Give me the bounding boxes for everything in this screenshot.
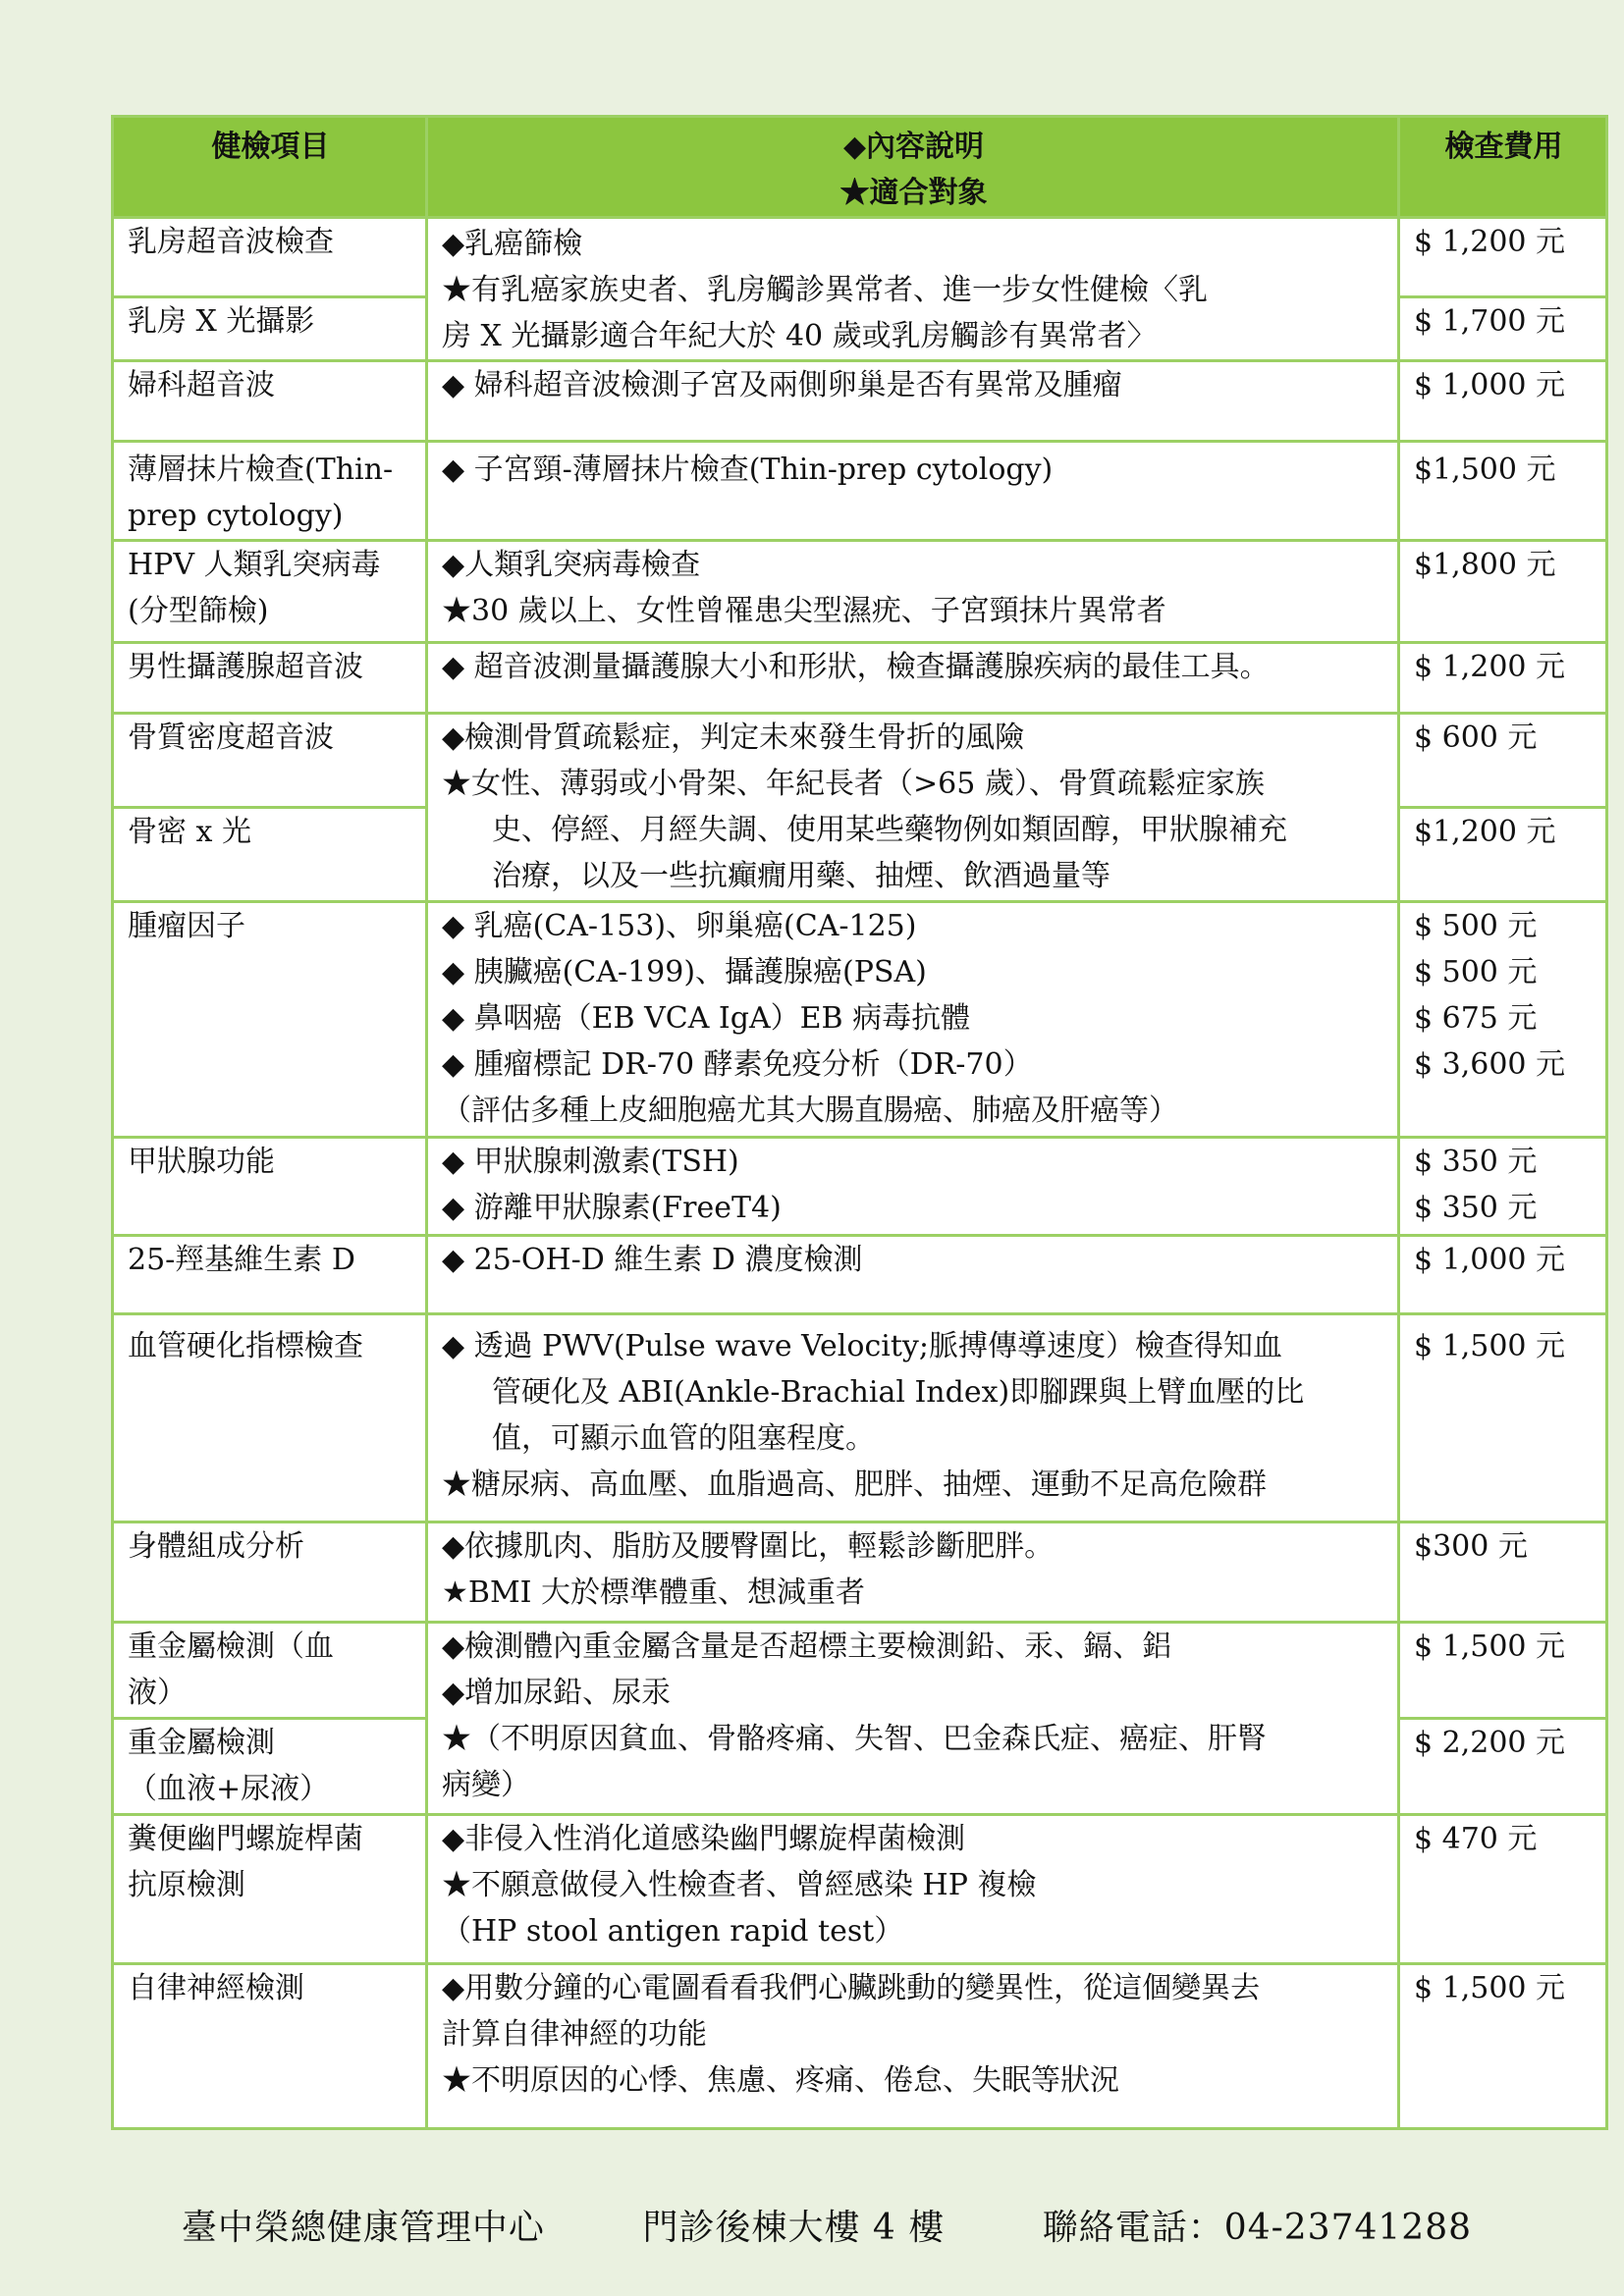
content-cell: ◆非侵入性消化道感染幽門螺旋桿菌檢測 ★不願意做侵入性檢查者、曾經感染 HP 複檢 （HP stool antigen rapid test） bbox=[427, 1815, 1399, 1964]
fee-cell: $ 1,000 元 bbox=[1399, 1236, 1607, 1314]
item-cell: 甲狀腺功能 bbox=[113, 1138, 427, 1236]
item-cell: 乳房 X 光攝影 bbox=[113, 297, 427, 361]
table-row bbox=[113, 1522, 1607, 1623]
fee-cell: $ 1,500 元 bbox=[1399, 1623, 1607, 1719]
footer-location: 門診後棟大樓 4 樓 bbox=[642, 2208, 946, 2248]
header-content: ◆內容說明 ★適合對象 bbox=[427, 117, 1399, 218]
health-check-price-table bbox=[111, 115, 1608, 2130]
table-row bbox=[113, 1815, 1607, 1964]
fee-cell: $ 500 元 $ 500 元 $ 675 元 $ 3,600 元 bbox=[1399, 902, 1607, 1138]
fee-cell: $ 1,500 元 bbox=[1399, 1314, 1607, 1522]
table-row bbox=[113, 361, 1607, 442]
fee-cell: $300 元 bbox=[1399, 1522, 1607, 1623]
item-cell: 男性攝護腺超音波 bbox=[113, 643, 427, 714]
table-row bbox=[113, 643, 1607, 714]
content-cell: ◆檢測體內重金屬含量是否超標主要檢測鉛、汞、鎘、鋁 ◆增加尿鉛、尿汞 ★（不明原因貧血、骨骼疼痛、失智、巴金森氏症、癌症、肝腎 病變） bbox=[427, 1623, 1399, 1815]
content-cell: ◆依據肌肉、脂肪及腰臀圍比，輕鬆診斷肥胖。 ★BMI 大於標準體重、想減重者 bbox=[427, 1522, 1399, 1623]
item-cell: 身體組成分析 bbox=[113, 1522, 427, 1623]
fee-cell: $ 1,700 元 bbox=[1399, 297, 1607, 361]
item-cell: 骨質密度超音波 bbox=[113, 714, 427, 808]
table-row bbox=[113, 541, 1607, 643]
table-row bbox=[113, 1236, 1607, 1314]
fee-cell: $ 2,200 元 bbox=[1399, 1719, 1607, 1815]
footer-contact bbox=[157, 2160, 1472, 2250]
fee-cell: $1,200 元 bbox=[1399, 808, 1607, 902]
header-fee: 檢查費用 bbox=[1399, 117, 1607, 218]
item-cell: 25-羥基維生素 D bbox=[113, 1236, 427, 1314]
fee-cell: $ 350 元 $ 350 元 bbox=[1399, 1138, 1607, 1236]
table-row bbox=[113, 1964, 1607, 2129]
fee-cell: $ 600 元 bbox=[1399, 714, 1607, 808]
table-row bbox=[113, 1314, 1607, 1522]
item-cell: 重金屬檢測 （血液+尿液） bbox=[113, 1719, 427, 1815]
content-cell: ◆ 婦科超音波檢測子宮及兩側卵巢是否有異常及腫瘤 bbox=[427, 361, 1399, 442]
item-cell: 腫瘤因子 bbox=[113, 902, 427, 1138]
fee-cell: $ 1,500 元 bbox=[1399, 1964, 1607, 2129]
table-row bbox=[113, 1138, 1607, 1236]
content-cell: ◆ 25-OH-D 維生素 D 濃度檢測 bbox=[427, 1236, 1399, 1314]
fee-cell: $1,800 元 bbox=[1399, 541, 1607, 643]
item-cell: 婦科超音波 bbox=[113, 361, 427, 442]
header-item: 健檢項目 bbox=[113, 117, 427, 218]
item-cell: 糞便幽門螺旋桿菌 抗原檢測 bbox=[113, 1815, 427, 1964]
table-row bbox=[113, 218, 1607, 297]
footer-center-name: 臺中榮總健康管理中心 bbox=[181, 2208, 545, 2248]
content-cell: ◆人類乳突病毒檢查 ★30 歲以上、女性曾罹患尖型濕疣、子宮頸抹片異常者 bbox=[427, 541, 1399, 643]
content-cell: ◆ 乳癌(CA-153)、卵巢癌(CA-125) ◆ 胰臟癌(CA-199)、攝護腺癌(PSA) ◆ 鼻咽癌（EB VCA IgA）EB 病毒抗體 ◆ 腫瘤標記 DR-70 酵素免疫分析（DR-70） （評估多種上皮細胞癌尤其大腸直腸癌、肺癌及肝癌等） bbox=[427, 902, 1399, 1138]
content-cell: ◆ 甲狀腺刺激素(TSH) ◆ 游離甲狀腺素(FreeT4) bbox=[427, 1138, 1399, 1236]
table-row bbox=[113, 714, 1607, 808]
item-cell: 薄層抹片檢查(Thin- prep cytology) bbox=[113, 442, 427, 541]
footer-phone: 聯絡電話：04-23741288 bbox=[1042, 2208, 1473, 2248]
fee-cell: $ 1,200 元 bbox=[1399, 218, 1607, 297]
content-cell: ◆ 超音波測量攝護腺大小和形狀，檢查攝護腺疾病的最佳工具。 bbox=[427, 643, 1399, 714]
content-cell: ◆ 子宮頸-薄層抹片檢查(Thin-prep cytology) bbox=[427, 442, 1399, 541]
item-cell: 血管硬化指標檢查 bbox=[113, 1314, 427, 1522]
fee-cell: $ 1,000 元 bbox=[1399, 361, 1607, 442]
content-cell: ◆檢測骨質疏鬆症，判定未來發生骨折的風險 ★女性、薄弱或小骨架、年紀長者（>65 歲）、骨質疏鬆症家族 史、停經、月經失調、使用某些藥物例如類固醇，甲狀腺補充 治療，以及一些抗癲癇用藥、抽煙、飲酒過量等 bbox=[427, 714, 1399, 902]
item-cell: HPV 人類乳突病毒 (分型篩檢) bbox=[113, 541, 427, 643]
item-cell: 重金屬檢測（血 液） bbox=[113, 1623, 427, 1719]
table-row bbox=[113, 442, 1607, 541]
content-cell: ◆乳癌篩檢 ★有乳癌家族史者、乳房觸診異常者、進一步女性健檢〈乳 房 X 光攝影適合年紀大於 40 歲或乳房觸診有異常者〉 bbox=[427, 218, 1399, 361]
item-cell: 乳房超音波檢查 bbox=[113, 218, 427, 297]
item-cell: 骨密 x 光 bbox=[113, 808, 427, 902]
item-cell: 自律神經檢測 bbox=[113, 1964, 427, 2129]
fee-cell: $1,500 元 bbox=[1399, 442, 1607, 541]
table-row bbox=[113, 902, 1607, 1138]
fee-cell: $ 470 元 bbox=[1399, 1815, 1607, 1964]
table-header-row bbox=[113, 117, 1607, 218]
content-cell: ◆ 透過 PWV(Pulse wave Velocity;脈搏傳導速度）檢查得知血 管硬化及 ABI(Ankle-Brachial Index)即腳踝與上臂血壓的比 值，可顯示血管的阻塞程度。 ★糖尿病、高血壓、血脂過高、肥胖、抽煙、運動不足高危險群 bbox=[427, 1314, 1399, 1522]
fee-cell: $ 1,200 元 bbox=[1399, 643, 1607, 714]
table-row bbox=[113, 1623, 1607, 1719]
content-cell: ◆用數分鐘的心電圖看看我們心臟跳動的變異性，從這個變異去 計算自律神經的功能 ★不明原因的心悸、焦慮、疼痛、倦怠、失眠等狀況 bbox=[427, 1964, 1399, 2129]
